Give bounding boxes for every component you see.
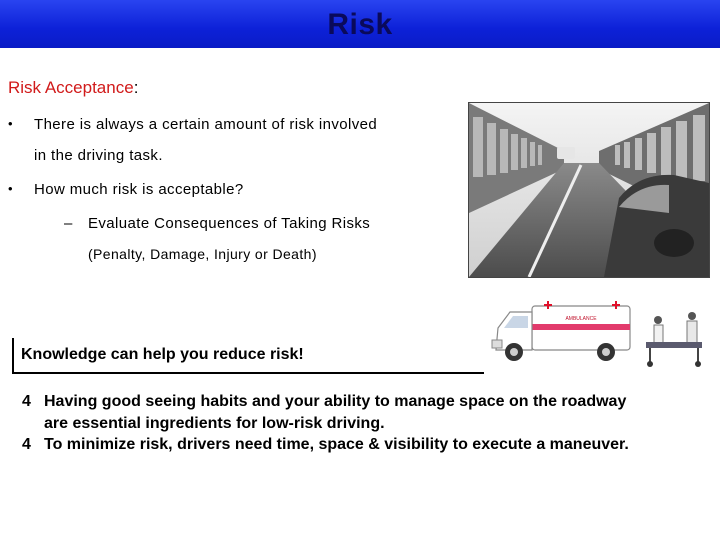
note-text: are essential ingredients for low-risk driving. (44, 415, 385, 432)
callout-box (12, 338, 484, 374)
note-marker: 4 (22, 436, 31, 453)
bullet-marker: • (8, 181, 13, 196)
heading-colon: : (133, 78, 139, 97)
note-marker: 4 (22, 393, 31, 410)
heading-text: Risk Acceptance (8, 78, 134, 97)
note-text: Having good seeing habits and your ability to manage space on the roadway (44, 393, 627, 410)
road-photo (468, 102, 710, 278)
bullet-text: There is always a certain amount of risk involved (34, 116, 378, 133)
subbullet-marker: – (64, 215, 73, 232)
slide-title: Risk (327, 8, 393, 41)
subbullet-text: Evaluate Consequences of Taking Risks (88, 215, 371, 232)
title-bar (0, 0, 720, 48)
ambulance-label: AMBULANCE (565, 316, 597, 322)
callout-text: Knowledge can help you reduce risk! (21, 346, 304, 363)
ambulance-illustration (488, 298, 706, 372)
bullet-text: How much risk is acceptable? (34, 181, 244, 198)
section-heading (8, 78, 138, 98)
subbullet-detail: (Penalty, Damage, Injury or Death) (88, 246, 317, 262)
bullet-text: in the driving task. (34, 147, 163, 164)
bullet-marker: • (8, 116, 13, 131)
note-text: To minimize risk, drivers need time, space & visibility to execute a maneuver. (44, 436, 629, 453)
